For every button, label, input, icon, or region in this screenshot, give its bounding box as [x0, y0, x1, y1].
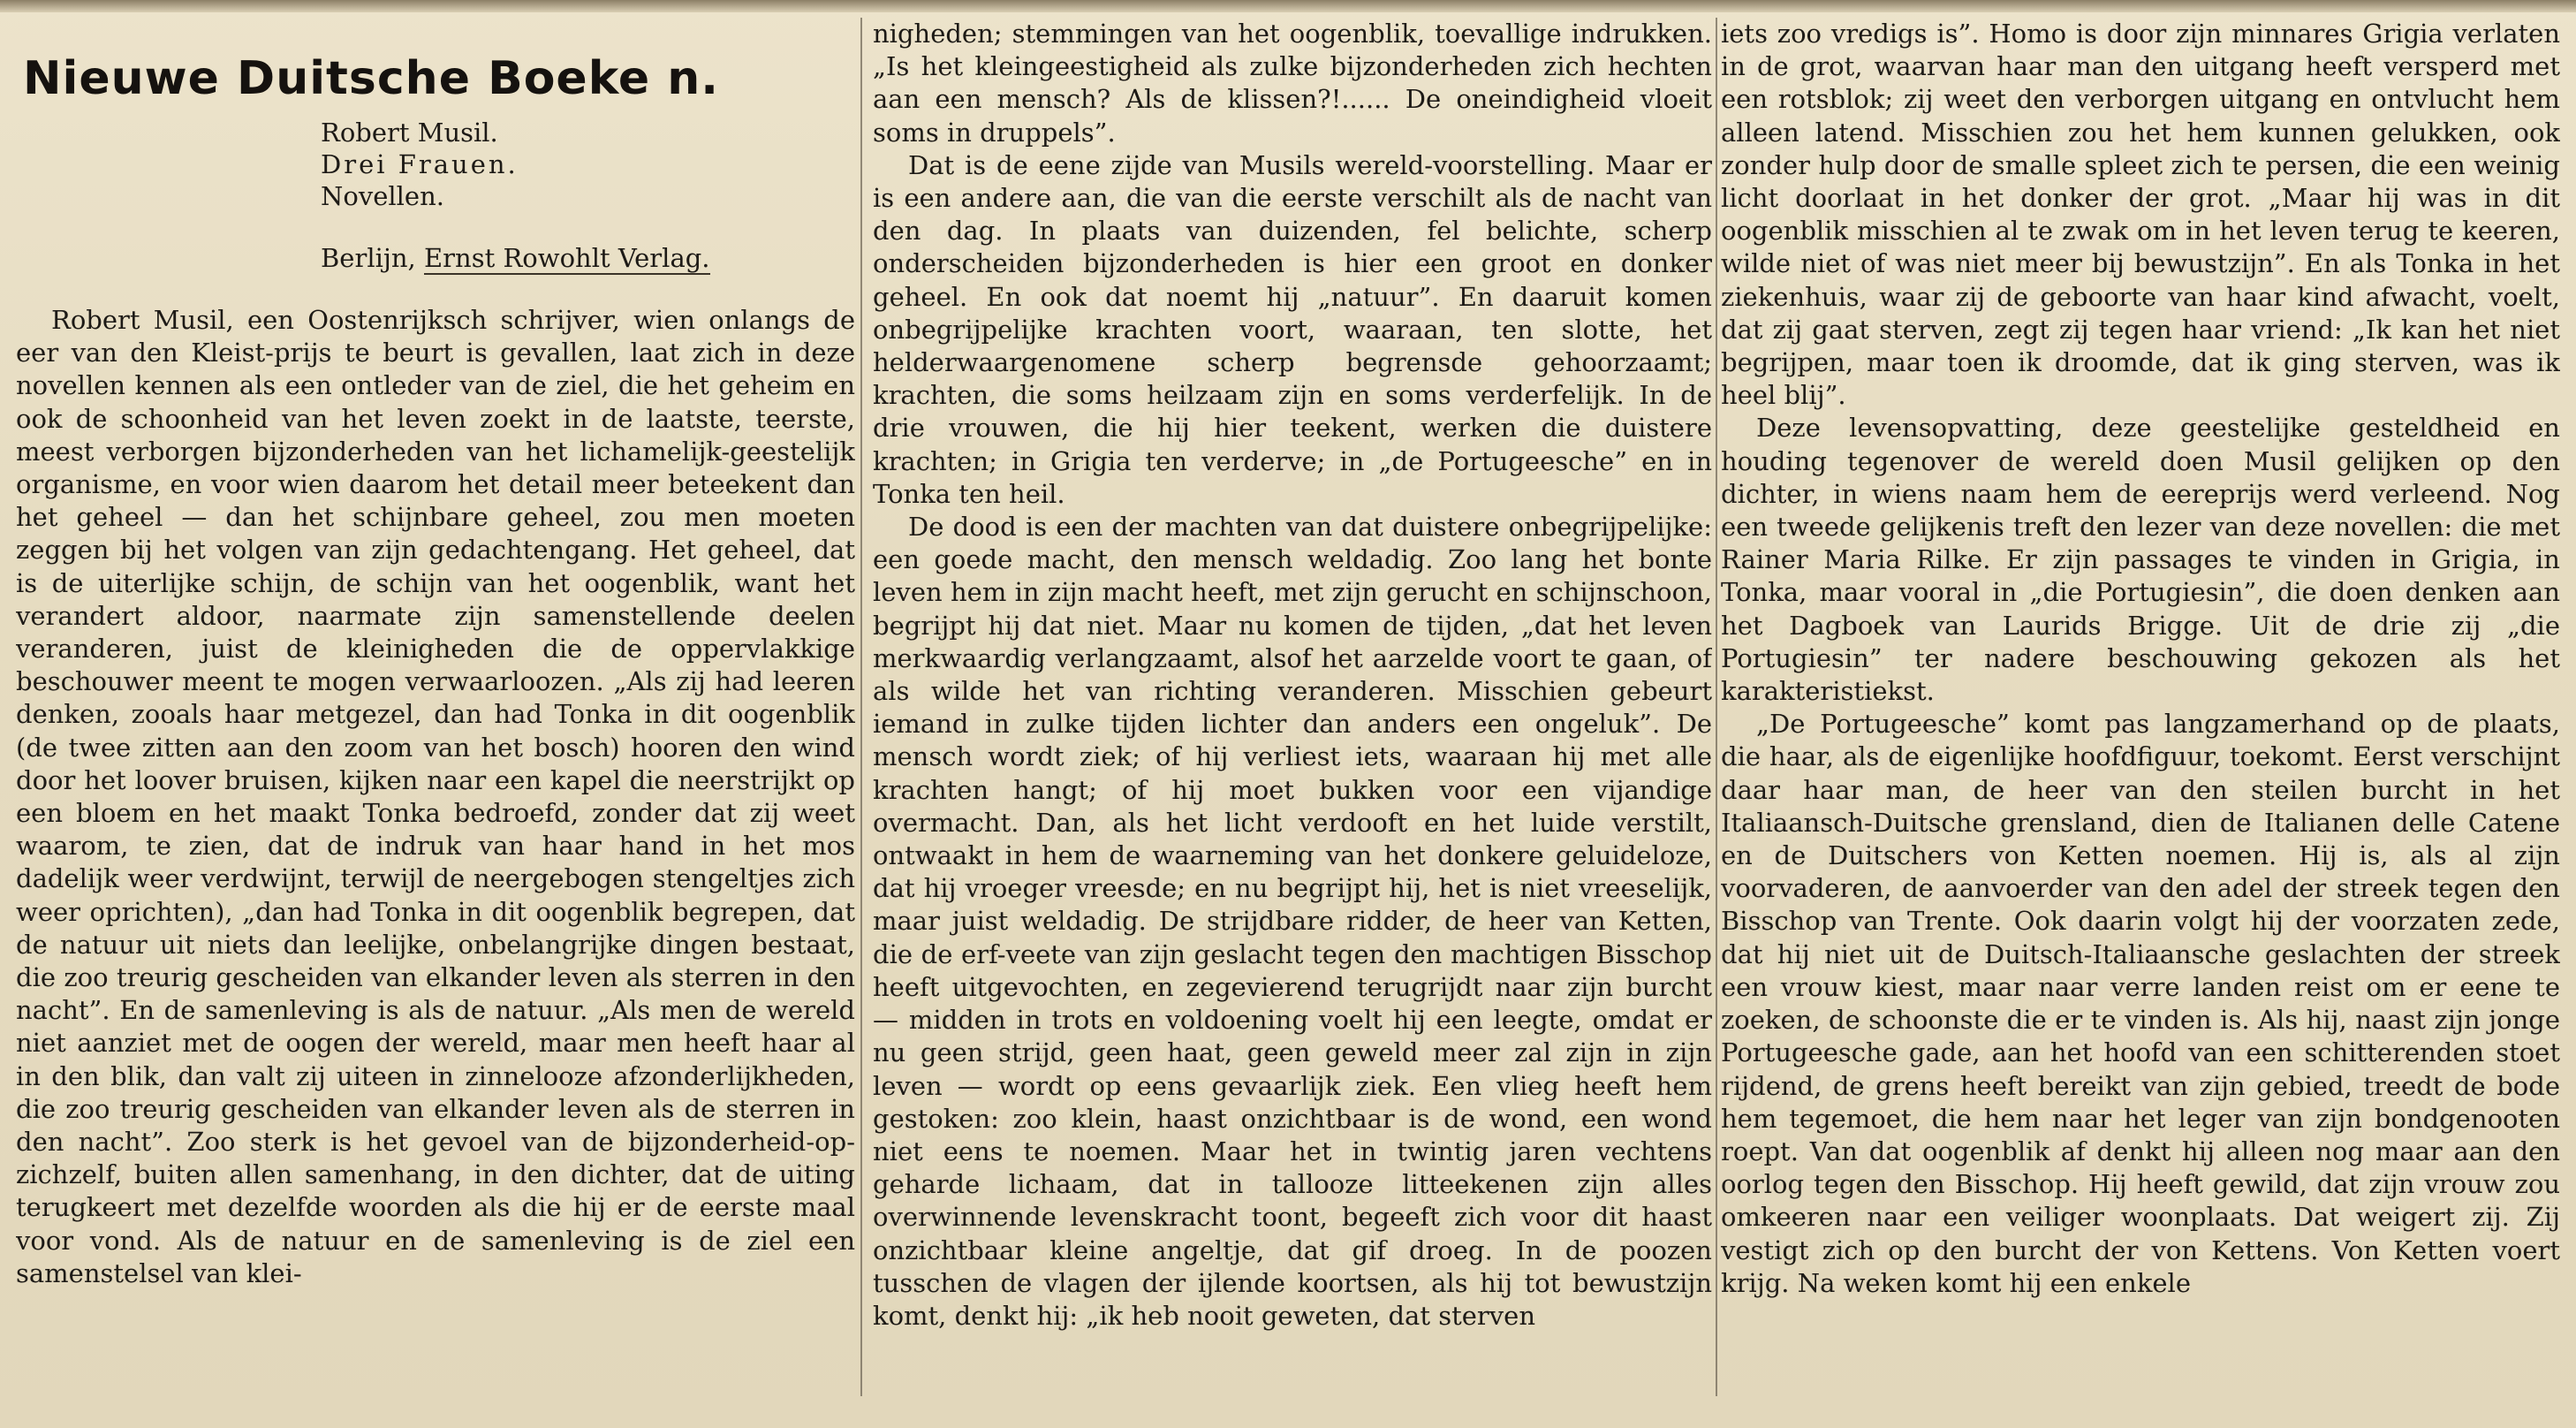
paragraph: Robert Musil, een Oostenrijksch schrijver, wien onlangs de eer van den Kleist-prijs te beurt is gevallen, laat zich in deze novellen kennen als een ontleder van de ziel, die het geheim en ook de schoonheid van het leven zoekt in de laatste, teerste, meest verborgen bijzonderheden van het lichamelijk-geestelijk organisme, en voor wien daarom het detail meer beteekent dan het geheel — dan het schijnbare geheel, zou men moeten zeggen bij het volgen van zijn gedachtengang. Het geheel, dat is de uiterlijke schijn, de schijn van het oogenblik, want het verandert aldoor, naarmate zijn samenstellende deelen veranderen, juist de kleinigheden die de oppervlakkige beschouwer meent te mogen verwaarloozen. „Als zij had leeren denken, zooals haar metgezel, dan had Tonka in dit oogenblik (de twee zitten aan den zoom van het bosch) hooren den wind door het loover bruisen, kijken naar een kapel die neerstrijkt op een bloem en het maakt Tonka bedroefd, zonder dat zij weet waarom, te zien, dat de indruk van haar hand in het mos dadelijk weer verdwijnt, terwijl de neergebogen stengeltjes zich weer oprichten), „dan had Tonka in dit oogenblik begrepen, dat de natuur uit niets dan leelijke, onbelangrijke dingen bestaat, die zoo treurig gescheiden van elkander leven als sterren in den nacht”. En de samenleving is als de natuur. „Als men de wereld niet aanziet met de oogen der wereld, maar men heeft haar al in den blik, dan valt zij uiteen in zinnelooze afzonderlijkheden, die zoo treurig gescheiden van elkander leven als de sterren in den nacht”. Zoo sterk is het gevoel van de bijzonderheid-op-zichzelf, buiten allen samenhang, in den dichter, dat de uiting terugkeert met dezelfde woorden als die hij er de eerste maal voor vond. Als de natuur en de samenleving is de ziel een samenstelsel van klei- — [16, 305, 855, 1288]
paragraph: iets zoo vredigs is”. Homo is door zijn minnares Grigia verlaten in de grot, waarvan haar man den uitgang heeft versperd met een rotsblok; zij weet den verborgen uitgang en ontvlucht hem alleen latend. Misschien zou het hem kunnen gelukken, ook zonder hulp door de smalle spleet zich te persen, die een weinig licht doorlaat in het donker der grot. „Maar hij was in dit oogenblik misschien al te zwak om in het leven terug te keeren, wilde niet of was niet meer bij bewustzijn”. En als Tonka in het ziekenhuis, waar zij de geboorte van haar kind afwacht, voelt, dat zij gaat sterven, zegt zij tegen haar vriend: „Ik kan het niet begrijpen, maar toen ik droomde, dat ik ging sterven, was ik heel blij”. — [1721, 19, 2560, 411]
column-1 — [16, 18, 855, 1423]
publisher-city: Berlijn, — [321, 243, 416, 273]
paragraph: nigheden; stemmingen van het oogenblik, toevallige indrukken. „Is het kleingeestigheid als zulke bijzonderheden zich hechten aan een mensch? Als de klissen?!...... De oneindigheid vloeit soms in druppels”. — [873, 19, 1712, 148]
column-divider — [1716, 18, 1717, 1396]
column-3 — [1721, 18, 2560, 1423]
paragraph: Dat is de eene zijde van Musils wereld-voorstelling. Maar er is een andere aan, die van die eerste verschilt als de nacht van den dag. In plaats van duizenden, fel belichte, scherp onderscheiden bijzonderheden is hier een groot en donker geheel. En ook dat noemt hij „natuur”. En daaruit komen onbegrijpelijke krachten voort, waaraan, ten slotte, het helderwaargenomene scherp begrensde gehoorzaamt; krachten, die soms heilzaam zijn en soms verderfelijk. In de drie vrouwen, die hij hier teekent, werken die duistere krachten; in Grigia ten verderve; in „de Portugeesche” en in Tonka ten heil. — [873, 149, 1712, 509]
paragraph: Deze levensopvatting, deze geestelijke gesteldheid en houding tegenover de wereld doen Musil gelijken op den dichter, in wiens naam hem de eereprijs werd verleend. Nog een tweede gelijkenis treft den lezer van deze novellen: die met Rainer Maria Rilke. Er zijn passages te vinden in Grigia, in Tonka, maar vooral in „die Portugiesin”, die doen denken aan het Dagboek van Laurids Brigge. Uit de drie zij „die Portugiesin” ter nadere beschouwing gekozen als het karakteristiekst. — [1721, 413, 2560, 707]
paragraph: „De Portugeesche” komt pas langzamerhand op de plaats, die haar, als de eigenlijke hoofdfiguur, toekomt. Eerst verschijnt daar haar man, de heer van den steilen burcht in het Italiaansch-Duitsche grensland, dien de Italianen delle Catene en de Duitschers von Ketten noemen. Hij is, als al zijn voorvaderen, de aanvoerder van den adel der streek tegen den Bisschop van Trente. Ook daarin volgt hij der voorzaten zede, dat hij niet uit de Duitsch-Italiaansche geslachten der streek een vrouw kiest, maar naar verre landen reist om er eene te zoeken, de schoonste die er te vinden is. Als hij, naast zijn jonge Portugeesche gade, aan het hoofd van een schitterenden stoet rijdend, de grens heeft bereikt van zijn gebied, treedt de bode hem tegemoet, die hem naar het leger van zijn bondgenooten roept. Van dat oogenblik af denkt hij alleen nog maar aan den oorlog tegen den Bisschop. Hij heeft gewild, dat zijn vrouw zou omkeeren naar een veiliger woonplaats. Dat weigert zij. Zij vestigt zich op den burcht der von Kettens. Von Ketten voert krijg. Na weken komt hij een enkele — [1721, 709, 2560, 1298]
book-info — [321, 117, 855, 212]
publisher-line — [321, 242, 855, 274]
column-2 — [873, 18, 1712, 1423]
article-headline: Nieuwe Duitsche Boeke n. — [23, 52, 720, 105]
paragraph: De dood is een der machten van dat duistere onbegrijpelijke: een goede macht, den mensch weldadig. Zoo lang het bonte leven hem in zijn macht heeft, met zijn gerucht en schijnschoon, begrijpt hij dat niet. Maar nu komen de tijden, „dat het leven merkwaardig verlangzaamt, alsof het aarzelde voort te gaan, of als wilde het van richting veranderen. Misschien gebeurt iemand in zulke tijden lichter dan anders een ongeluk”. De mensch wordt ziek; of hij verliest iets, waaraan hij met alle krachten hangt; of hij moet bukken voor een vijandige overmacht. Dan, als het licht verdooft en het luide verstilt, ontwaakt in hem de waarneming van het donkere geluideloze, dat hij vroeger vreesde; en nu begrijpt hij, het is niet vreeselijk, maar juist weldadig. De strijdbare ridder, de heer van Ketten, die de erf-veete van zijn geslacht tegen den machtigen Bisschop heeft uitgevochten, en zegevierend terugrijdt naar zijn burcht — midden in trots en voldoening voelt hij een leegte, omdat er nu geen strijd, geen haat, geen geweld meer zal zijn in zijn leven — wordt op eens gevaarlijk ziek. Een vlieg heeft hem gestoken: zoo klein, haast onzichtbaar is de wond, een wond niet eens te noemen. Maar het in twintig jaren vechtens geharde lichaam, dat in tallooze litteekenen zijn alles overwinnende levenskracht toont, begeeft zich voor dit haast onzichtbaar kleine angeltje, dat gif droeg. In de poozen tusschen de vlagen der ijlende koortsen, als hij tot bewustzijn komt, denkt hij: „ik heb nooit geweten, dat sterven — [873, 512, 1712, 1331]
book-genre: Novellen. — [321, 181, 444, 211]
book-author: Robert Musil. — [321, 118, 498, 148]
book-title: Drei Frauen. — [321, 149, 519, 179]
column-1-text — [16, 304, 855, 1290]
publisher-name: Ernst Rowohlt Verlag. — [424, 243, 710, 273]
torn-top-edge — [0, 0, 2576, 12]
column-divider — [860, 18, 862, 1396]
column-2-text — [873, 18, 1712, 1333]
column-3-text — [1721, 18, 2560, 1300]
